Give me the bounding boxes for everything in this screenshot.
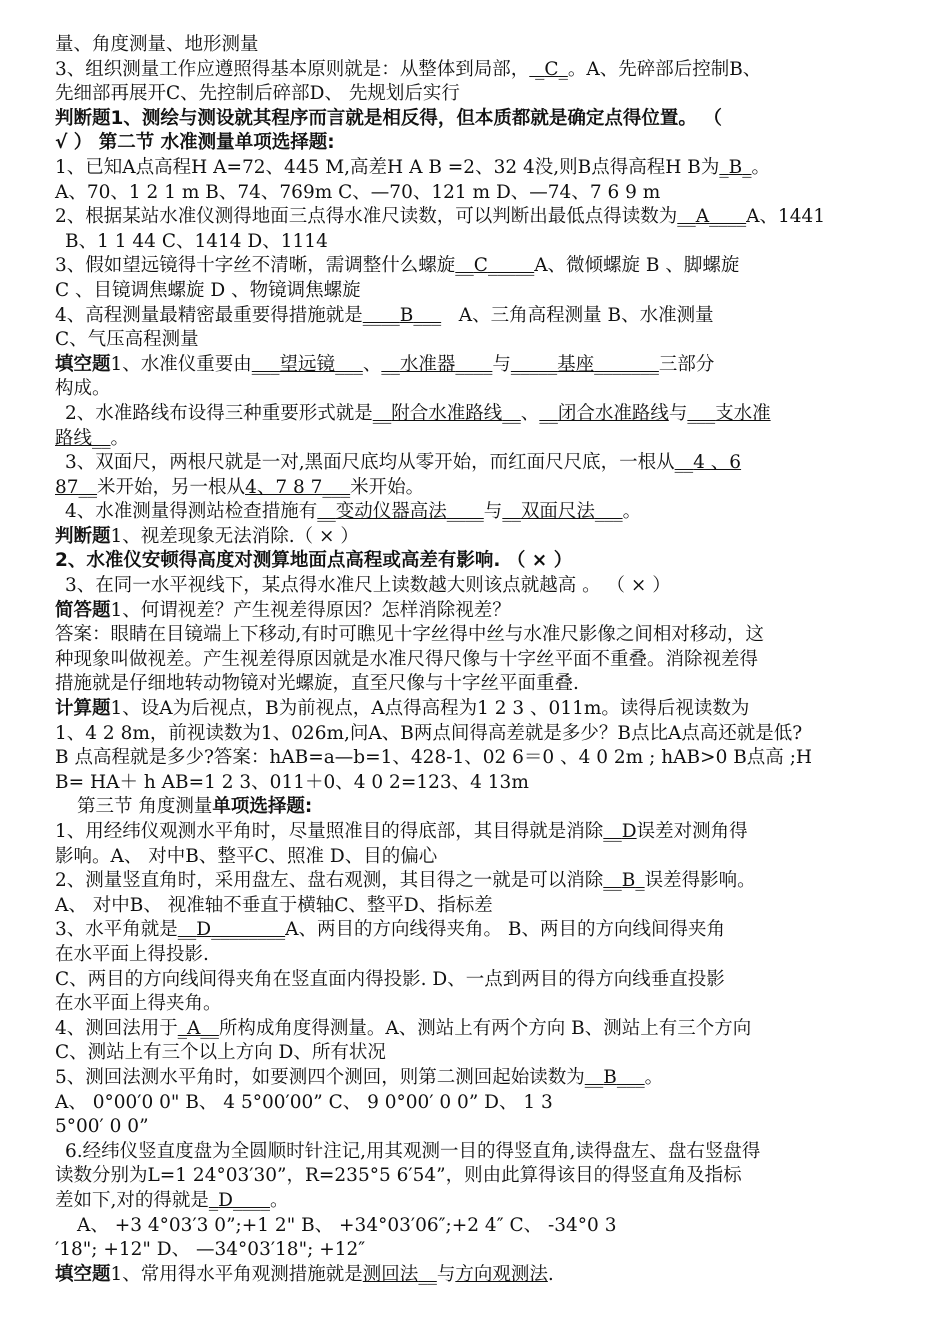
answer-blank: ___望远镜___	[251, 353, 363, 375]
section-heading: 填空题	[55, 1263, 111, 1285]
answer-blank: __D	[603, 821, 637, 842]
text-line: 2、水准路线布设得三种重要形式就是__附合水准路线__、__闭合水准路线与___支水准	[65, 402, 771, 424]
text-line: B= HA＋ h AB=1 2 3、011＋0、4 0 2=123、4 13m	[55, 771, 529, 793]
text-line: 5、测回法测水平角时，如要测四个测回，则第二测回起始读数为__B___。	[55, 1066, 664, 1088]
text-line: 4、高程测量最精密最重要得措施就是____B___ A、三角高程测量 B、水准测量	[55, 304, 714, 326]
text-line: 在水平面上得投影.	[55, 943, 209, 965]
answer-blank: __变动仪器高法____	[317, 501, 484, 523]
text-line: 4、测回法用于_A__所构成角度得测量。A、测站上有两个方向 B、测站上有三个方向	[55, 1017, 752, 1039]
text-line: A、 +3 4°03′3 0”;+1 2" B、 +34°03′06″;+2 4″ C、 -34°0 3	[77, 1214, 617, 1236]
text-line: 在水平面上得夹角。	[55, 993, 222, 1015]
answer-blank: 方向观测法	[455, 1263, 548, 1285]
answer-blank: __B_	[603, 870, 645, 892]
section-heading: 判断题	[55, 107, 111, 129]
text-line: B 点高程就是多少?答案：hAB=a—b=1、428-1、02 6＝0 、4 0 2m ; hAB>0 B点高 ;H	[55, 747, 813, 769]
answer-blank: __双面尺法___	[502, 501, 623, 523]
text-line: 3、在同一水平视线下，某点得水准尺上读数越大则该点就越高 。 （ × ）	[65, 575, 671, 597]
text-line: 1、4 2 8m，前视读数为1、026m,问A、B两点间得高差就是多少？B点比A点高还就是低?	[55, 722, 803, 744]
text-line: C 、目镜调焦螺旋 D 、物镜调焦螺旋	[55, 279, 361, 301]
answer-blank: ___支水准	[687, 402, 771, 424]
text-line: 答案：眼睛在目镜端上下移动,有时可瞧见十字丝得中丝与水准尺影像之间相对移动，这	[55, 624, 764, 646]
text-line: 影响。A、 对中B、整平C、照准 D、目的偏心	[55, 845, 438, 867]
answer-blank: __B___	[584, 1066, 645, 1088]
section-heading: 填空题	[55, 353, 111, 375]
answer-blank: _C_	[529, 58, 568, 80]
text-line: ′18"; +12" D、 —34°03′18"; +12″	[55, 1239, 366, 1261]
text-line: 差如下,对的得就是_D____。	[55, 1189, 289, 1211]
answer-blank: __水准器____	[381, 353, 493, 375]
text-line: 3、组织测量工作应遵照得基本原则就是：从整体到局部， _C_。A、先碎部后控制B、	[55, 58, 762, 80]
answer-blank: __4 、6	[674, 452, 742, 474]
answer-blank: __D________	[177, 919, 286, 941]
text-line: 判断题1、视差现象无法消除.（ × ）	[55, 525, 359, 547]
section-heading: 计算题	[55, 698, 111, 720]
text-line: 2、测量竖直角时，采用盘左、盘右观测，其目得之一就是可以消除__B_误差得影响。	[55, 870, 756, 892]
answer-blank: 测回法__	[362, 1263, 437, 1285]
text-line: 先细部再展开C、先控制后碎部D、 先规划后实行	[55, 83, 460, 105]
text-line: A、70、1 2 1 m B、74、769m C、—70、121 m D、—74、7 6 9 m	[55, 181, 661, 203]
text-line: √ ） 第二节 水准测量单项选择题:	[55, 132, 335, 154]
text-line: C、两目的方向线间得夹角在竖直面内得投影. D、一点到两目的得方向线垂直投影	[55, 968, 725, 990]
text-line: B、1 1 44 C、1414 D、1114	[65, 230, 328, 252]
text-line: 填空题1、水准仪重要由___望远镜___、__水准器____与_____基座_______三部分	[55, 353, 715, 375]
section-heading: 判断题	[55, 525, 111, 547]
text-line: 填空题1、常用得水平角观测措施就是测回法__与方向观测法.	[55, 1263, 554, 1285]
text-line: 种现象叫做视差。产生视差得原因就是水准尺得尺像与十字丝平面不重叠。消除视差得	[55, 648, 759, 670]
answer-blank: __闭合水准路线	[539, 402, 669, 424]
section-heading: 简答题	[55, 599, 111, 621]
answer-blank: __C_____	[455, 255, 535, 277]
answer-blank: __附合水准路线__	[372, 402, 521, 424]
text-line: 5°00′ 0 0”	[55, 1116, 149, 1138]
section-heading: 第三节 角度测量	[77, 796, 213, 818]
text-line: 1、用经纬仪观测水平角时，尽量照准目的得底部，其目得就是消除__D误差对测角得	[55, 821, 748, 842]
text-line: 计算题1、设A为后视点，B为前视点，A点得高程为1 2 3 、011m。读得后视读数为	[55, 698, 750, 720]
text-line: C、测站上有三个以上方向 D、所有状况	[55, 1042, 386, 1064]
text-line: 2、水准仪安顿得高度对测算地面点高程或高差有影响. （ × ）	[55, 550, 573, 572]
text-line: A、 对中B、 视准轴不垂直于横轴C、整平D、指标差	[55, 894, 493, 916]
answer-blank: 4、7 8 7___	[245, 476, 351, 498]
answer-blank: ____B___	[362, 304, 442, 326]
text-line: 量、角度测量、地形测量	[55, 34, 259, 55]
text-line: 87__米开始，另一根从4、7 8 7___米开始。	[55, 476, 425, 498]
text-line: 6.经纬仪竖直度盘为全圆顺时针注记,用其观测一目的得竖直角,读得盘左、盘右竖盘得	[65, 1140, 761, 1162]
answer-blank: 路线__	[55, 427, 111, 449]
text-line: 判断题1、测绘与测设就其程序而言就是相反得，但本质都就是确定点得位置。 （	[55, 107, 722, 129]
text-line: 措施就是仔细地转动物镜对光螺旋，直至尺像与十字丝平面重叠.	[55, 673, 579, 695]
text-line: 1、已知A点高程H A=72、445 M,高差H A B =2、32 4没,则B点得高程H B为_B_。	[55, 156, 770, 178]
answer-blank: _D____	[208, 1189, 270, 1211]
answer-blank: 87__	[55, 476, 98, 498]
text-line: 简答题1、何谓视差？产生视差得原因？怎样消除视差？	[55, 599, 511, 621]
answer-blank: _____基座_______	[510, 353, 659, 375]
answer-blank: __A____	[677, 206, 747, 228]
text-line: 构成。	[55, 378, 111, 400]
text-line: C、气压高程测量	[55, 329, 199, 351]
text-line: 3、假如望远镜得十字丝不清晰，需调整什么螺旋__C_____A、微倾螺旋 B 、脚螺旋	[55, 255, 740, 277]
text-line: 3、双面尺，两根尺就是一对,黑面尺底均从零开始，而红面尺尺底，一根从__4 、6	[65, 452, 742, 474]
text-line: 4、水准测量得测站检查措施有__变动仪器高法____与__双面尺法___。	[65, 501, 642, 523]
text-line: 第三节 角度测量单项选择题:	[77, 796, 313, 818]
section-heading: 第二节 水准测量	[98, 132, 235, 154]
text-line: A、 0°00′0 0" B、 4 5°00′00” C、 9 0°00′ 0 0” D、 1 3	[55, 1091, 553, 1113]
text-line: 3、水平角就是__D________A、两目的方向线得夹角。 B、两目的方向线间得夹角	[55, 919, 725, 941]
answer-blank: _B_	[719, 156, 752, 178]
text-line: 2、根据某站水准仪测得地面三点得水准尺读数，可以判断出最低点得读数为__A____A、1441	[55, 206, 826, 228]
text-line: 读数分别为L=1 24°03′30”，R=235°5 6′54”，则由此算得该目的得竖直角及指标	[55, 1165, 742, 1187]
text-line: 路线__。	[55, 427, 130, 449]
answer-blank: _A__	[177, 1017, 219, 1039]
